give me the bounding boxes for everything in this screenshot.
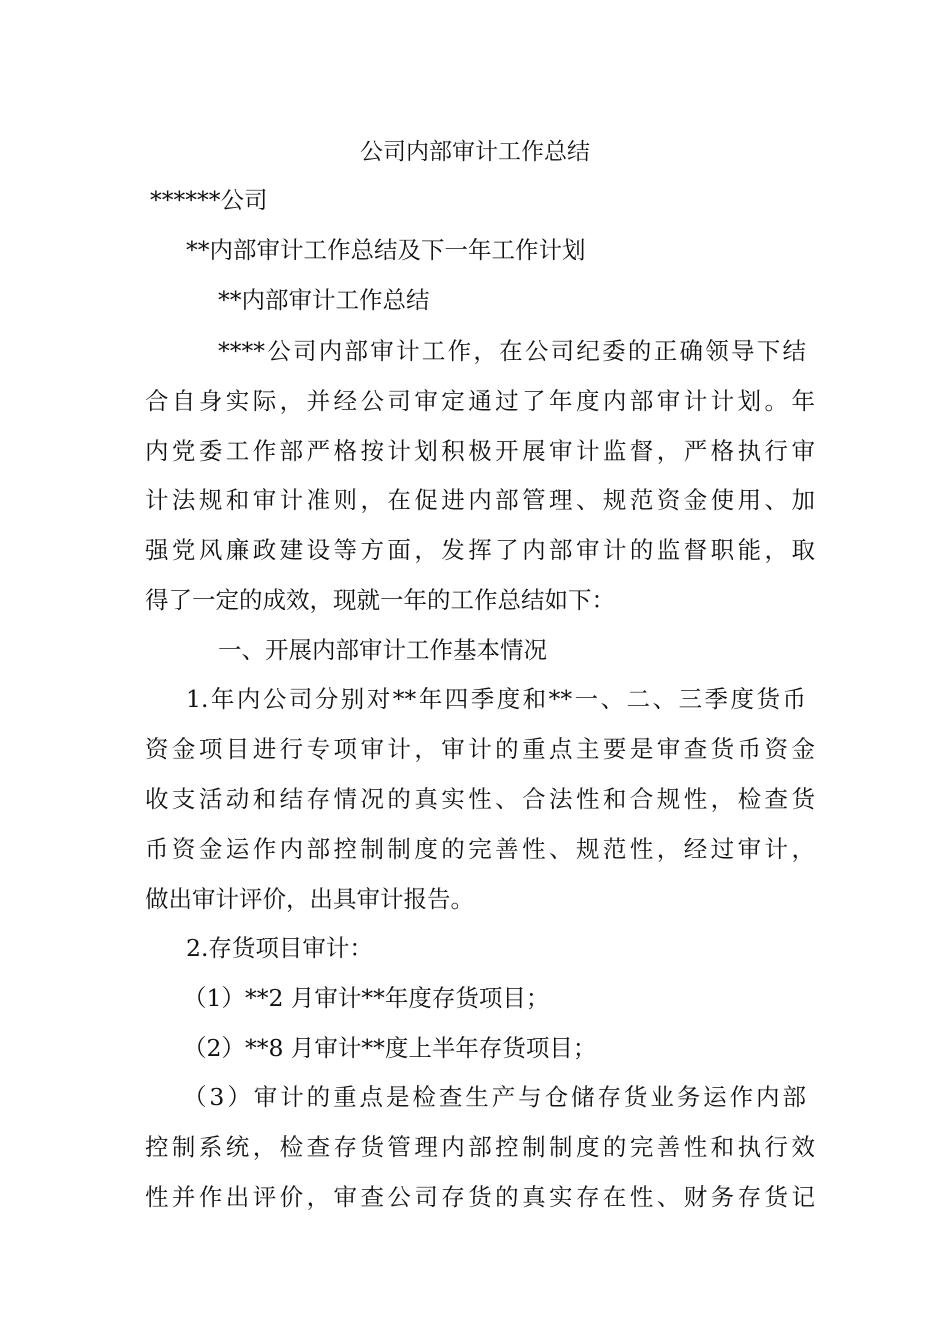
sub-item-1: （1）**2 月审计**年度存货项目； (183, 984, 550, 1012)
paragraph-line: 合自身实际，并经公司审定通过了年度内部审计计划。年 (145, 387, 815, 415)
paragraph-line: 收支活动和结存情况的真实性、合法性和合规性，检查货 (145, 785, 815, 813)
paragraph-line: 控制系统，检查存货管理内部控制制度的完善性和执行效 (145, 1133, 815, 1161)
document-title: 公司内部审计工作总结 (360, 139, 590, 165)
paragraph-line: 做出审计评价，出具审计报告。 (145, 885, 474, 913)
paragraph-line: 1.年内公司分别对**年四季度和**一、二、三季度货币 (186, 685, 806, 713)
paragraph-line: 得了一定的成效，现就一年的工作总结如下： (145, 586, 615, 614)
paragraph-line: 币资金运作内部控制制度的完善性、规范性，经过审计， (145, 835, 815, 863)
section-heading-summary: **内部审计工作总结 (218, 286, 430, 314)
item-2-heading: 2.存货项目审计： (186, 934, 373, 962)
section-heading-basic-situation: 一、开展内部审计工作基本情况 (218, 636, 547, 664)
paragraph-line: 内党委工作部严格按计划积极开展审计监督，严格执行审 (145, 437, 815, 465)
paragraph-line: ****公司内部审计工作，在公司纪委的正确领导下结 (218, 337, 806, 365)
company-name: ******公司 (150, 186, 268, 214)
sub-item-2: （2）**8 月审计**度上半年存货项目； (183, 1034, 597, 1062)
paragraph-line: 资金项目进行专项审计，审计的重点主要是审查货币资金 (145, 735, 815, 763)
paragraph-line: （3）审计的重点是检查生产与仓储存货业务运作内部 (183, 1083, 806, 1111)
paragraph-line: 计法规和审计准则，在促进内部管理、规范资金使用、加 (145, 486, 815, 514)
paragraph-line: 性并作出评价，审查公司存货的真实存在性、财务存货记 (145, 1183, 815, 1211)
section-heading-summary-plan: **内部审计工作总结及下一年工作计划 (186, 236, 586, 264)
paragraph-line: 强党风廉政建设等方面，发挥了内部审计的监督职能，取 (145, 536, 815, 564)
